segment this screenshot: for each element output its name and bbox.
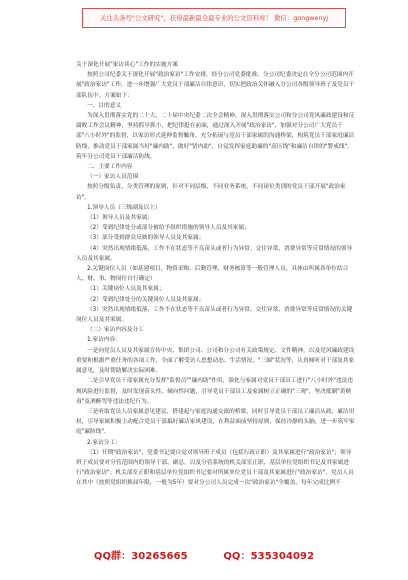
paragraph: 按照分级负责、分类管理的原则，针对不同层级、不同业务系统，不同岗位类别的党员干部开展"政治家访"。 [76, 184, 346, 201]
paragraph: 为深入贯彻落实党的二十大、二十届中央纪委二次全会精神，深入贯彻落实公司和分公司党风廉政建设和反腐败工作会议精神，坚持抓早抓小、把纪律挺在前面，通过深入开展"政治家访"，加强对分公司广大党员干部"八小时外"的监督，以家访形式延伸监督触角，充分拓展与党员干部家属的沟通桥梁，构筑党员干部家庭廉洁防线，推动党员干部家属当好"廉内助"、做好"贤内助"，自觉发挥家庭助廉的"高压线"和廉洁自律的"警戒线"，筑牢分公司党员干部廉洁防线。 [76, 113, 355, 160]
list-heading: 2.家访分工： [87, 439, 121, 446]
paragraph: 按照公司纪委关于深化开展"政治家访"工作安排，经分公司党委批准，分公司纪委决定在全分公司范围内开展"政治家访"工作，进一步增强广大党员干部廉洁自律意识，切实把政治关怀融入分公司各级领导班子及党员干部队伍中。方案如下： [76, 72, 355, 99]
list-item: （2）受到纪律处分或部分被给予组织措施的领导人员及其家属； [87, 225, 250, 232]
section-heading: 一、目的意义 [87, 102, 122, 109]
footer-contacts [0, 547, 408, 562]
list-heading: 1.家访内容： [87, 337, 121, 344]
qq-group-text: QQ群：30265665 [93, 551, 188, 562]
promo-banner: 关注头条号"公文研究"，获得最新最全最专业的公文资料库！ 微信：gongwenyj [82, 8, 346, 28]
subsection-heading: （二）家访内容及分工 [87, 327, 144, 334]
subsection-heading: （一）家访人员范围 [87, 174, 139, 181]
document-title: 关于深化开展"家访谈心"工作的实施方案 [76, 62, 178, 68]
list-item: （2）受到纪律处分的关键岗位人员及其家属； [87, 296, 205, 303]
paragraph: 二是引导党员干部家属充分发挥"监督员""廉内助"作用，强化与家属对党员干部员工进行"八小时外"违法违规风险进行监督，及时发现苗头性、倾向性问题，引导党员干部员工及家属树立正确的"三观"，坚决抵制"黄赌毒"及酒醉驾等违法违纪行为。 [76, 378, 353, 405]
paragraph: 三是听取党员人员家属意见建议，搭建起与家庭沟通交流的桥梁，同时引导党员干部员工廉洁从政、廉洁用权，引导家属积极主动配合党员干部搞好廉洁家风建设，在利益面前坚持原则，保持冷静的头脑，进一步筑牢家庭"廉防线"。 [76, 408, 355, 436]
list-heading: 1.领导人员（三级副及以上） [87, 204, 161, 211]
list-heading: 2.关键岗位人员（如基建项目、物资采购、后勤管理、财务核算等一般管理人员，具体由所属各单位结合人、财、事、物岗位自行确定） [76, 266, 349, 283]
list-item: （1）领导人员及其家属； [87, 215, 154, 222]
list-item: （4）突然出现情绪低落、工作不在状态等不良苗头或者行为异常、交往异常、消费异常等反常情况的领导人员及其家属。 [76, 245, 353, 262]
list-item: （3）部分受到群众反映的领导人员及其家属； [87, 235, 205, 242]
section-heading: 二、主要工作内容 [87, 164, 133, 171]
list-item: （3）突然出现情绪低落、工作不在状态等不良苗头或者行为异常、交往异常、消费异常等反常情况的关键岗位人员及其家属。 [76, 306, 353, 324]
paragraph: （1）任期"政治家访"，党委书记要自觉对领导班子成员（包括行政正职）及其家属进行"政治家访"；领导班子成员要对分管范围内的领导干部、副总，以及分管系统的机关部室正职，基层单位党组织书记及其家属进行"政治家访"；机关部室正职和基层单位党组织书记要对所属单位党员干部及其家属进行"政治家访"，党员人员在其中（按照党组织换届年限，一般为5年）要对分公司人员完成一次"政治家访"全覆盖，每年完成比例不 [76, 449, 354, 487]
document-body [76, 60, 356, 489]
list-item: （1）关键岗位人员及其家属； [87, 286, 165, 293]
qq-text: QQ：535304092 [223, 551, 315, 562]
paragraph: 一是向党员人员及其家属宣传中央、集团公司、公司和分公司有关政策规定、文件精神，以及党风廉政建设重要和根据严重任务的各项工作，全面了解受访人思想动态、生活情况、"三圈"状况等，认真倾听对干部及其家属意见，及时帮助解决实际困难。 [76, 347, 355, 375]
